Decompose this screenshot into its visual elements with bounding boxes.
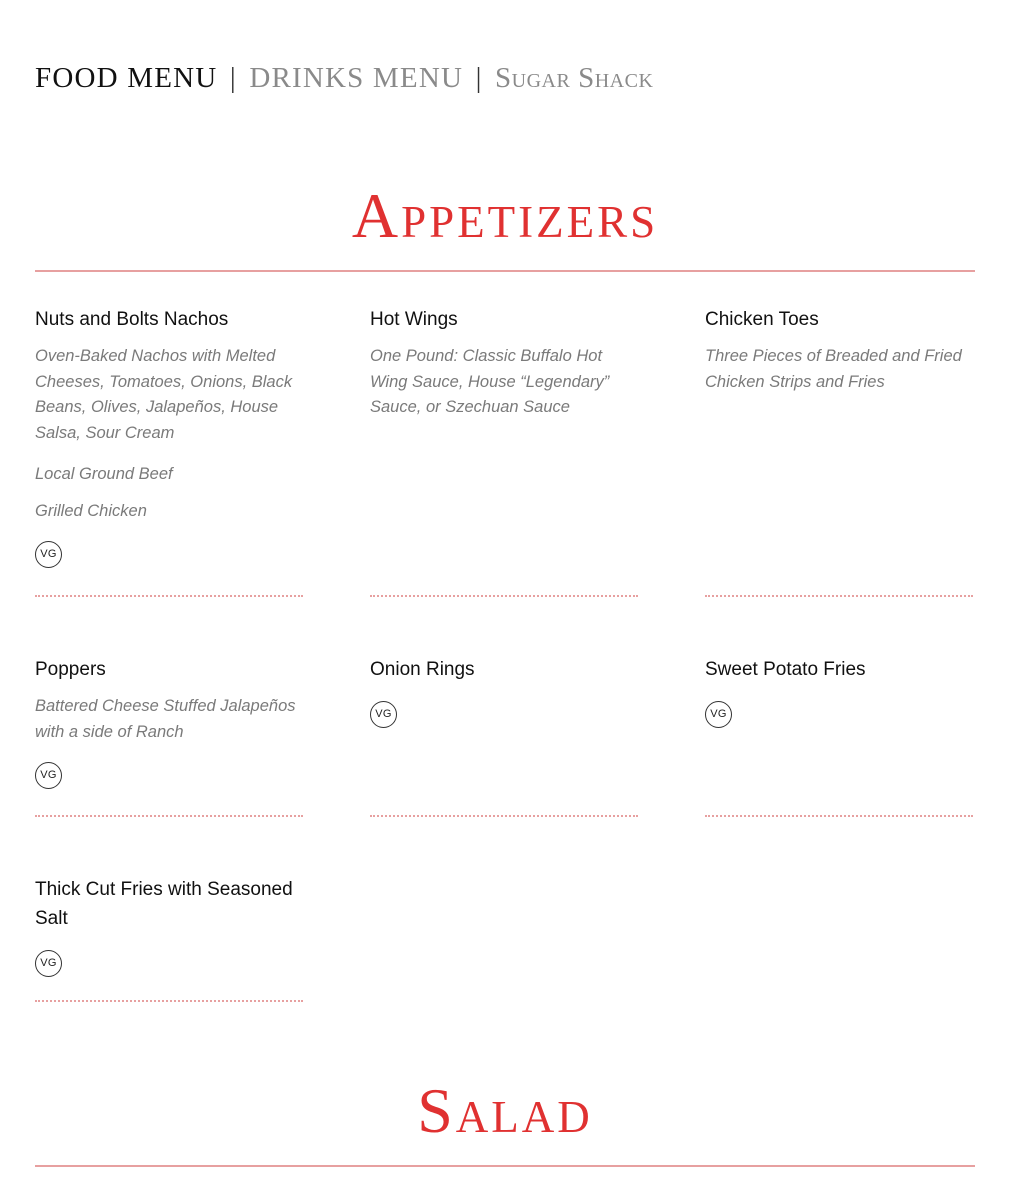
menu-nav	[35, 62, 653, 95]
item-name: Chicken Toes	[705, 309, 819, 330]
nav-food-menu-link[interactable]: FOOD MENU	[35, 62, 218, 94]
menu-item-onion-rings	[370, 655, 638, 728]
vegetarian-badge-icon: VG	[35, 762, 62, 789]
section-title-appetizers: Appetizers	[351, 180, 659, 251]
menu-item-sweet-potato-fries	[705, 655, 973, 728]
item-divider	[705, 815, 973, 817]
item-divider	[35, 1000, 303, 1002]
vegetarian-badge-icon: VG	[35, 950, 62, 977]
item-name: Nuts and Bolts Nachos	[35, 309, 229, 330]
vegetarian-badge-icon: VG	[35, 541, 62, 568]
section-divider	[35, 1165, 975, 1167]
item-description: Oven-Baked Nachos with Melted Cheeses, Tomatoes, Onions, Black Beans, Olives, Jalapeños, House Salsa, Sour Cream	[35, 347, 293, 442]
item-name: Thick Cut Fries with Seasoned Salt	[35, 879, 293, 929]
item-description: Three Pieces of Breaded and Fried Chicken Strips and Fries	[705, 347, 962, 391]
vegetarian-badge-icon: VG	[705, 701, 732, 728]
item-description: Battered Cheese Stuffed Jalapeños with a side of Ranch	[35, 697, 296, 741]
vegetarian-badge-icon: VG	[370, 701, 397, 728]
item-name: Onion Rings	[370, 659, 475, 680]
nav-sugar-shack-link[interactable]: Sugar Shack	[495, 62, 654, 94]
nav-separator: |	[229, 62, 237, 94]
item-option: Local Ground Beef	[35, 465, 173, 483]
item-divider	[370, 815, 638, 817]
menu-item-poppers	[35, 655, 303, 789]
item-name: Sweet Potato Fries	[705, 659, 866, 680]
menu-item-hot-wings	[370, 305, 638, 421]
menu-item-chicken-toes	[705, 305, 973, 395]
section-title-salad: Salad	[417, 1075, 593, 1146]
item-option: Grilled Chicken	[35, 502, 147, 520]
item-divider	[705, 595, 973, 597]
menu-item-nuts-and-bolts-nachos	[35, 305, 303, 568]
item-name: Hot Wings	[370, 309, 458, 330]
item-divider	[370, 595, 638, 597]
item-divider	[35, 815, 303, 817]
item-name: Poppers	[35, 659, 106, 680]
menu-item-thick-cut-fries	[35, 875, 303, 977]
nav-separator: |	[475, 62, 483, 94]
nav-drinks-menu-link[interactable]: DRINKS MENU	[249, 62, 464, 94]
item-description: One Pound: Classic Buffalo Hot Wing Sauce, House “Legendary” Sauce, or Szechuan Sauce	[370, 347, 610, 416]
section-divider	[35, 270, 975, 272]
item-divider	[35, 595, 303, 597]
